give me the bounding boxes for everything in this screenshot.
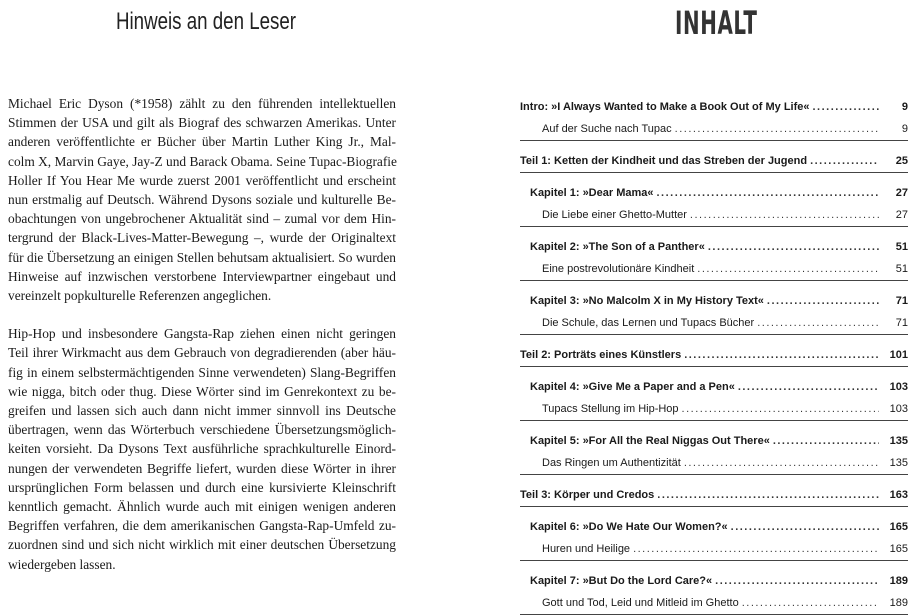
toc-entry-label: Teil 2: Porträts eines Künstlers [520, 349, 682, 361]
toc-page-number: 51 [895, 263, 908, 275]
toc-page-number: 135 [889, 435, 908, 447]
toc-entry-label: Kapitel 7: »But Do the Lord Care?« [530, 575, 713, 587]
text-line: anderen veröffentlichte er Bücher über Martin Luther King Jr., Mal- [8, 134, 396, 150]
toc-page-number: 163 [889, 489, 908, 501]
toc-gap [520, 475, 908, 484]
toc-page-number: 25 [895, 155, 908, 167]
toc-entry-label: Kapitel 3: »No Malcolm X in My History Text« [530, 295, 764, 307]
toc-subentry [520, 592, 908, 614]
toc-leader-dots [657, 484, 879, 506]
toc-page-number: 189 [889, 597, 908, 609]
text-line: nun erstmalig auf Deutsch. Während Dysons soziale und kulturelle Be- [8, 192, 396, 208]
toc-leader-dots [682, 398, 879, 420]
toc-gap [520, 561, 908, 570]
text-line: Holler If You Hear Me wurde zuerst 2001 veröffentlicht und erscheint [8, 172, 396, 188]
text-line: obachtungen von ungebrochener Aktualität sind – zumal vor dem Hin- [8, 211, 396, 227]
toc-gap [520, 335, 908, 344]
text-line: greifen und lassen sich auch dann nicht immer sinnvoll ins Deutsche [8, 403, 396, 419]
toc-entry-label: Kapitel 5: »For All the Real Niggas Out There« [530, 435, 770, 447]
toc-gap [520, 227, 908, 236]
toc-page-number: 189 [889, 575, 908, 587]
right-page [456, 0, 912, 616]
toc-entry-label: Die Schule, das Lernen und Tupacs Bücher [542, 317, 755, 329]
text-line: Teil ihrer Wirkmacht aus dem Gebrauch von degradierenden (aber häu- [8, 345, 396, 361]
toc-chapter [520, 376, 908, 398]
page-title-right: INHALT [675, 4, 758, 42]
toc-leader-dots [773, 430, 879, 452]
toc-page-number: 101 [889, 349, 908, 361]
toc-leader-dots [810, 150, 879, 172]
toc-entry-label: Teil 3: Körper und Credos [520, 489, 655, 501]
toc-page-number: 103 [889, 381, 908, 393]
toc-part [520, 344, 908, 366]
toc-entry-label: Huren und Heilige [542, 543, 631, 555]
toc-leader-dots [684, 452, 879, 474]
toc-leader-dots [708, 236, 879, 258]
toc-entry-label: Kapitel 2: »The Son of a Panther« [530, 241, 705, 253]
toc-entry-label: Auf der Suche nach Tupac [542, 123, 672, 135]
toc-divider [520, 614, 908, 615]
text-line: vereinzelt popkulturelle Referenzen angeglichen. [8, 288, 272, 304]
toc-entry-label: Tupacs Stellung im Hip-Hop [542, 403, 679, 415]
toc-leader-dots [715, 570, 879, 592]
toc-page-number: 71 [895, 317, 908, 329]
toc-subentry [520, 118, 908, 140]
toc-chapter [520, 290, 908, 312]
toc-gap [520, 507, 908, 516]
toc-leader-dots [697, 258, 879, 280]
toc-entry-label: Teil 1: Ketten der Kindheit und das Streben der Jugend [520, 155, 808, 167]
toc-part [520, 150, 908, 172]
toc-page-number: 51 [895, 241, 908, 253]
toc-entry-label: Eine postrevolutionäre Kindheit [542, 263, 695, 275]
text-line: Hip-Hop und insbesondere Gangsta-Rap ziehen einen nicht geringen [8, 326, 396, 342]
text-line: fig in einem selbstermächtigenden Sinne verwendeten) Slang-Begriffen [8, 364, 396, 380]
toc-page-number: 71 [895, 295, 908, 307]
text-line: Michael Eric Dyson (*1958) zählt zu den führenden intellektuellen [8, 96, 396, 111]
toc-entry-label: Intro: »I Always Wanted to Make a Book Out of My Life« [520, 101, 810, 113]
toc-part [520, 484, 908, 506]
toc-page-number: 165 [889, 543, 908, 555]
toc-page-number: 103 [889, 403, 908, 415]
toc-leader-dots [657, 182, 880, 204]
toc-chapter [520, 570, 908, 592]
toc-leader-dots [767, 290, 879, 312]
toc-page-number: 9 [901, 123, 908, 135]
toc-page-number: 135 [889, 457, 908, 469]
toc-page-number: 27 [895, 187, 908, 199]
text-line: tergrund der Black-Lives-Matter-Bewegung –, wurde der Originaltext [8, 230, 396, 246]
toc-chapter [520, 236, 908, 258]
text-line: keiten vorsieht. Da Dysons Text ausführliche sprachkulturelle Einord- [8, 441, 396, 457]
body-text [8, 94, 396, 574]
toc-leader-dots [675, 118, 879, 140]
toc-leader-dots [684, 344, 879, 366]
text-line: wie nigga, bitch oder thug. Diese Wörter sind im Genrekontext zu be- [8, 383, 396, 399]
text-line: für die Übersetzung an einigen Stellen behutsam aktualisiert. So wurden [8, 249, 396, 265]
toc-subentry [520, 204, 908, 226]
toc-part [520, 96, 908, 118]
toc-entry-label: Das Ringen um Authentizität [542, 457, 681, 469]
paragraph-1 [8, 94, 396, 305]
toc-page-number: 165 [889, 521, 908, 533]
text-line: Hinweise auf inzwischen verstorbene Interviewpartner eingebaut und [8, 268, 396, 284]
text-line: colm X, Marvin Gaye, Jay-Z und Barack Obama. Seine Tupac-Biografie [8, 153, 397, 169]
toc-chapter [520, 516, 908, 538]
toc-gap [520, 421, 908, 430]
toc-subentry [520, 452, 908, 474]
text-line: Begriffen verfahren, die dem amerikanischen Gangsta-Rap-Umfeld zu- [8, 518, 396, 534]
toc-gap [520, 367, 908, 376]
text-line: zuordnen sind und sich nicht wirklich mit einer deutschen Übersetzung [8, 537, 396, 553]
toc-page-number: 9 [901, 101, 908, 113]
toc-subentry [520, 312, 908, 334]
text-line: nungen der verwendeten Begriffe liefert, wurden diese Wörter in ihrer [8, 460, 396, 476]
table-of-contents [520, 96, 908, 615]
toc-chapter [520, 430, 908, 452]
text-line: wiedergeben lassen. [8, 556, 116, 572]
text-line: übertragen, wenn das Wörterbuch verschiedene Übersetzungsmöglich- [8, 422, 396, 438]
text-line: ursprünglichen Form belassen und durch eine kursivierte Kleinschrift [8, 479, 396, 495]
toc-leader-dots [633, 538, 879, 560]
toc-chapter [520, 182, 908, 204]
toc-subentry [520, 258, 908, 280]
toc-leader-dots [813, 96, 880, 118]
toc-subentry [520, 538, 908, 560]
text-line: Stimmen der USA und gilt als Biograf des schwarzen Amerikas. Unter [8, 115, 396, 131]
paragraph-2 [8, 324, 396, 574]
toc-leader-dots [738, 376, 879, 398]
toc-gap [520, 173, 908, 182]
toc-page-number: 27 [895, 209, 908, 221]
toc-leader-dots [742, 592, 879, 614]
toc-subentry [520, 398, 908, 420]
toc-entry-label: Gott und Tod, Leid und Mitleid im Ghetto [542, 597, 739, 609]
toc-leader-dots [731, 516, 879, 538]
toc-entry-label: Kapitel 4: »Give Me a Paper and a Pen« [530, 381, 735, 393]
toc-entry-label: Kapitel 1: »Dear Mama« [530, 187, 654, 199]
toc-entry-label: Die Liebe einer Ghetto-Mutter [542, 209, 687, 221]
toc-leader-dots [757, 312, 879, 334]
text-line: kenntlich gemacht. Ähnlich wurde auch mit einigen wenigen anderen [8, 499, 396, 515]
toc-leader-dots [690, 204, 879, 226]
toc-entry-label: Kapitel 6: »Do We Hate Our Women?« [530, 521, 728, 533]
page-title-left: Hinweis an den Leser [116, 8, 297, 35]
toc-gap [520, 281, 908, 290]
toc-gap [520, 141, 908, 150]
